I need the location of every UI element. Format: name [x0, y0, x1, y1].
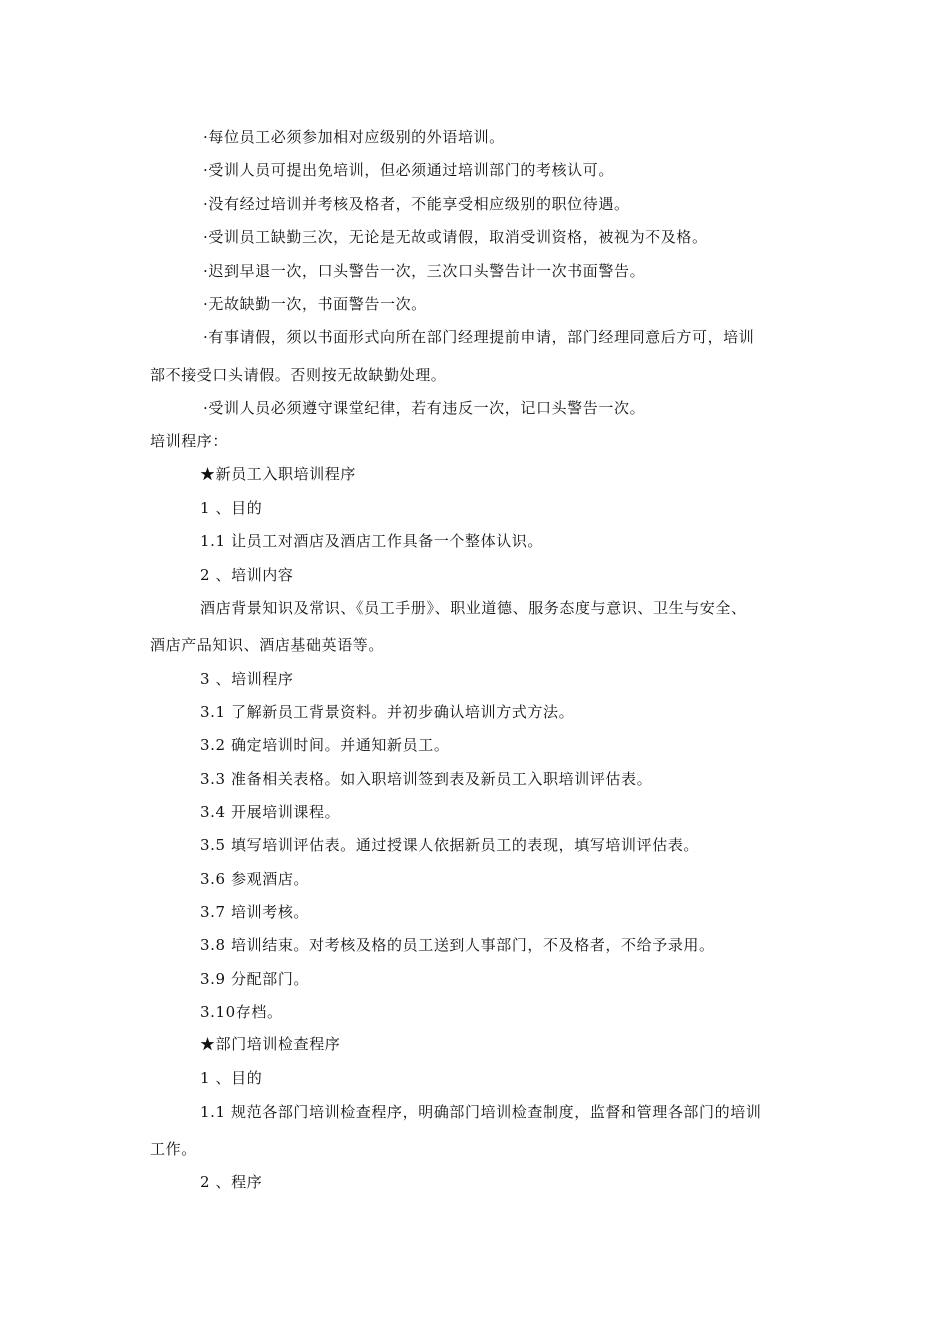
- section-line: 2 、程序: [200, 1173, 263, 1191]
- rule-item: ·迟到早退一次，口头警告一次，三次口头警告计一次书面警告。: [203, 262, 646, 280]
- section-line: 1 、目的: [200, 499, 263, 517]
- section-line: 3.3 准备相关表格。如入职培训签到表及新员工入职培训评估表。: [200, 770, 653, 788]
- section-title: ★新员工入职培训程序: [200, 465, 357, 483]
- section-line: 酒店背景知识及常识、《员工手册》、职业道德、服务态度与意识、卫生与安全、: [200, 599, 747, 617]
- section-line-continuation: 酒店产品知识、酒店基础英语等。: [150, 636, 385, 654]
- rule-item: ·受训人员可提出免培训，但必须通过培训部门的考核认可。: [203, 161, 614, 179]
- section-line: 1.1 让员工对酒店及酒店工作具备一个整体认识。: [200, 532, 544, 550]
- section-line-continuation: 工作。: [150, 1140, 197, 1158]
- section-line: 3.1 了解新员工背景资料。并初步确认培训方式方法。: [200, 703, 575, 721]
- section-line: 1.1 规范各部门培训检查程序，明确部门培训检查制度，监督和管理各部门的培训: [200, 1103, 762, 1121]
- rule-item: ·有事请假，须以书面形式向所在部门经理提前申请，部门经理同意后方可，培训: [203, 328, 755, 346]
- section-line: 3.4 开展培训课程。: [200, 803, 341, 821]
- section-line: 3.5 填写培训评估表。通过授课人依据新员工的表现，填写培训评估表。: [200, 836, 700, 854]
- section-line: 3.10存档。: [200, 1003, 283, 1021]
- rule-item: ·每位员工必须参加相对应级别的外语培训。: [203, 128, 505, 146]
- rule-item: ·受训员工缺勤三次，无论是无故或请假，取消受训资格，被视为不及格。: [203, 228, 708, 246]
- section-line: 3.6 参观酒店。: [200, 870, 310, 888]
- rule-item-continuation: 部不接受口头请假。否则按无故缺勤处理。: [150, 366, 447, 384]
- section-line: 3.9 分配部门。: [200, 970, 310, 988]
- section-title: ★部门培训检查程序: [200, 1035, 341, 1053]
- procedure-heading: 培训程序：: [150, 432, 229, 450]
- section-line: 3.2 确定培训时间。并通知新员工。: [200, 736, 450, 754]
- rule-item: ·没有经过培训并考核及格者，不能享受相应级别的职位待遇。: [203, 195, 630, 213]
- section-line: 3.8 培训结束。对考核及格的员工送到人事部门，不及格者，不给予录用。: [200, 936, 715, 954]
- rule-item: ·受训人员必须遵守课堂纪律，若有违反一次，记口头警告一次。: [203, 399, 646, 417]
- section-line: 3 、培训程序: [200, 670, 294, 688]
- section-line: 2 、培训内容: [200, 566, 294, 584]
- section-line: 1 、目的: [200, 1069, 263, 1087]
- section-line: 3.7 培训考核。: [200, 903, 310, 921]
- rule-item: ·无故缺勤一次，书面警告一次。: [203, 295, 427, 313]
